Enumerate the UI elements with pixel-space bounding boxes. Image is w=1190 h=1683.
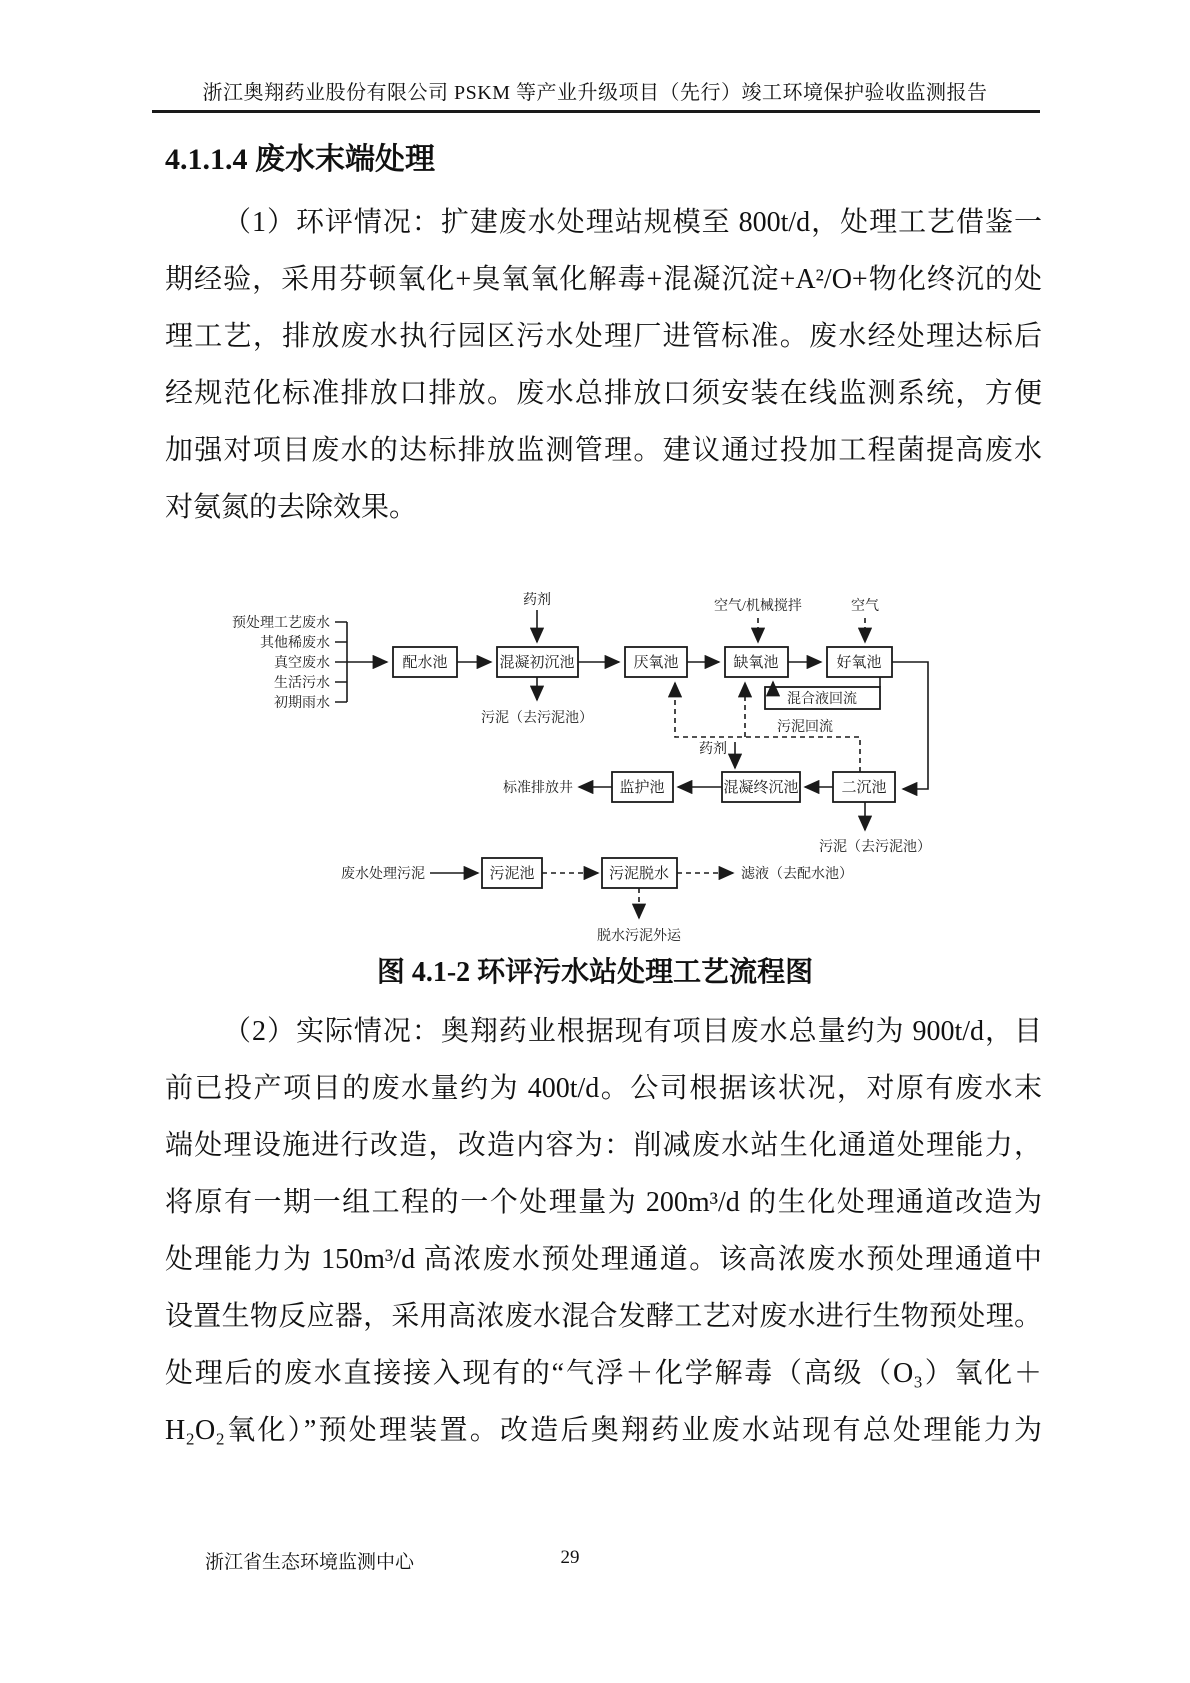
diagram-label-agent: 药剂 xyxy=(699,742,727,757)
figure-caption: 图 4.1-2 环评污水站处理工艺流程图 xyxy=(376,957,814,988)
diagram-input-label: 生活污水 xyxy=(274,676,330,691)
diagram-label-sludge-out: 污泥（去污泥池） xyxy=(819,840,931,855)
flow-arrow-aerobic-to-secondary xyxy=(892,662,928,789)
paragraph-line: 前已投产项目的废水量约为 400t/d。公司根据该状况，对原有废水末 xyxy=(165,1073,1042,1104)
paragraph-line: 加强对项目废水的达标排放监测管理。建议通过投加工程菌提高废水 xyxy=(165,435,1042,466)
flow-box-label: 混凝初沉池 xyxy=(499,655,575,671)
paragraph-env-assessment xyxy=(165,194,1042,536)
flow-box-label: 厌氧池 xyxy=(633,655,679,671)
paragraph-line: 处理后的废水直接接入现有的“气浮＋化学解毒（高级（O₃）氧化＋ xyxy=(165,1358,1042,1389)
flow-box-label: 缺氧池 xyxy=(733,655,779,671)
diagram-label-mixed-return: 混合液回流 xyxy=(787,692,857,707)
diagram-label-filtrate: 滤液（去配水池） xyxy=(741,867,853,882)
paragraph-line: 将原有一期一组工程的一个处理量为 200m³/d 的生化处理通道改造为 xyxy=(165,1187,1042,1218)
flow-box-label: 混凝终沉池 xyxy=(723,780,799,796)
diagram-label-agent: 药剂 xyxy=(523,593,551,608)
paragraph-line: （1）环评情况：扩建废水处理站规模至 800t/d，处理工艺借鉴一 xyxy=(223,207,1042,238)
diagram-label-sludge-return: 污泥回流 xyxy=(777,720,833,735)
diagram-input-label: 其他稀废水 xyxy=(260,636,330,651)
process-flow-diagram xyxy=(175,552,1055,952)
section-heading: 4.1.1.4 废水末端处理 xyxy=(165,143,435,176)
diagram-label-sludge-out: 污泥（去污泥池） xyxy=(481,711,593,726)
flow-box-label: 好氧池 xyxy=(836,655,882,671)
paragraph-actual-situation xyxy=(165,1003,1042,1459)
diagram-label-dewatered-out: 脱水污泥外运 xyxy=(597,929,681,944)
page-number: 29 xyxy=(560,1547,580,1568)
diagram-label-air-mix: 空气/机械搅拌 xyxy=(714,599,802,614)
flow-box-label: 配水池 xyxy=(402,655,448,671)
paragraph-line: 理工艺，排放废水执行园区污水处理厂进管标准。废水经处理达标后 xyxy=(165,321,1042,352)
flow-box-label: 污泥池 xyxy=(489,866,535,882)
diagram-input-label: 真空废水 xyxy=(274,656,330,671)
paragraph-line: 经规范化标准排放口排放。废水总排放口须安装在线监测系统，方便 xyxy=(165,378,1042,409)
flow-box-label: 二沉池 xyxy=(841,780,887,796)
paragraph-line: 端处理设施进行改造，改造内容为：削减废水站生化通道处理能力， xyxy=(165,1130,1042,1161)
flow-box-label: 监护池 xyxy=(619,780,665,796)
header-divider xyxy=(152,110,1040,113)
diagram-label-air: 空气 xyxy=(851,599,879,614)
diagram-input-label: 初期雨水 xyxy=(274,696,330,711)
paragraph-line: 期经验，采用芬顿氧化+臭氧氧化解毒+混凝沉淀+A²/O+物化终沉的处 xyxy=(165,264,1042,295)
paragraph-line: H₂O₂氧化）”预处理装置。改造后奥翔药业废水站现有总处理能力为 xyxy=(165,1415,1042,1446)
paragraph-line: 设置生物反应器，采用高浓废水混合发酵工艺对废水进行生物预处理。 xyxy=(165,1301,1042,1332)
paragraph-line: 对氨氮的去除效果。 xyxy=(165,492,418,523)
report-header-title: 浙江奥翔药业股份有限公司 PSKM 等产业升级项目（先行）竣工环境保护验收监测报告 xyxy=(202,82,988,104)
input-bracket-line xyxy=(335,622,347,702)
flow-box-label: 污泥脱水 xyxy=(608,866,670,882)
footer-organization: 浙江省生态环境监测中心 xyxy=(205,1552,415,1573)
diagram-label-wastewater-sludge: 废水处理污泥 xyxy=(341,867,425,882)
paragraph-line: （2）实际情况：奥翔药业根据现有项目废水总量约为 900t/d，目 xyxy=(223,1016,1042,1047)
diagram-label-standard-outlet: 标准排放井 xyxy=(503,781,573,796)
diagram-input-label: 预处理工艺废水 xyxy=(232,616,330,631)
paragraph-line: 处理能力为 150m³/d 高浓废水预处理通道。该高浓废水预处理通道中 xyxy=(165,1244,1042,1275)
